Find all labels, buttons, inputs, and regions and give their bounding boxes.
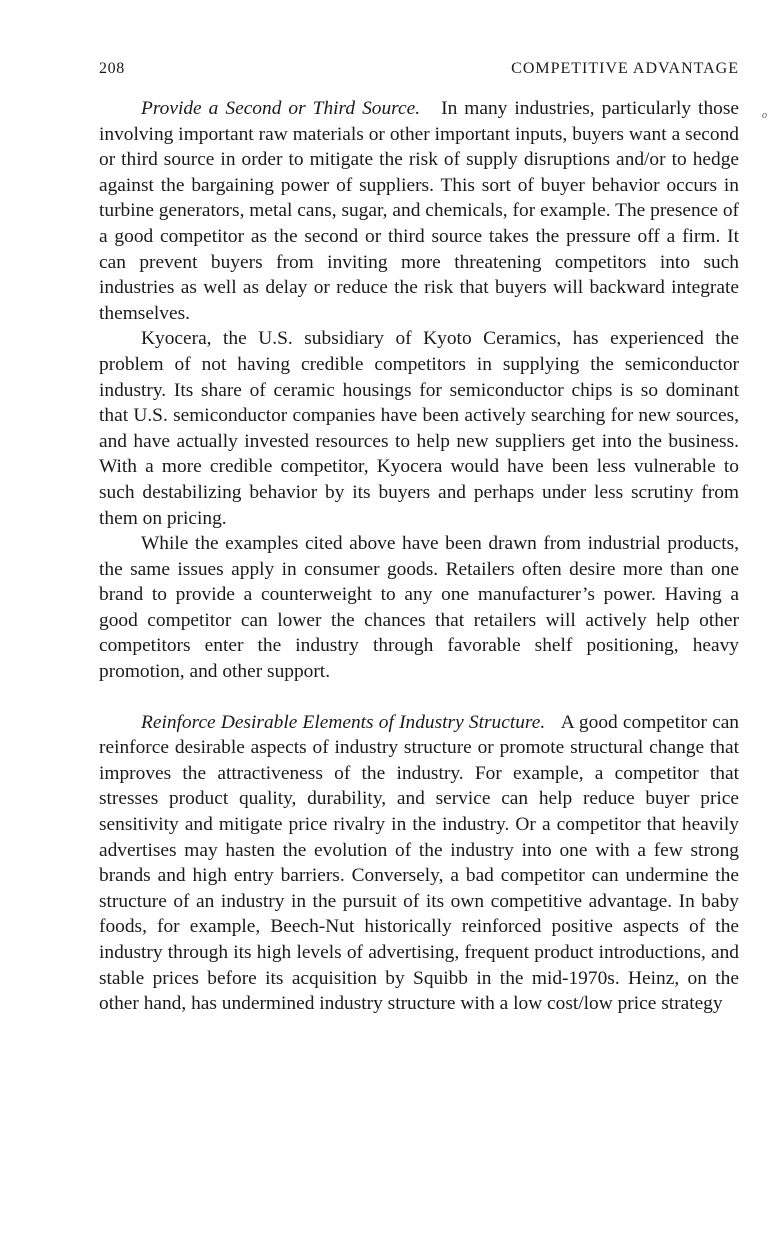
paragraph-text: While the examples cited above have been drawn from industrial products, the same issues apply in consumer goods. Retailers often desire more than one brand to provide a counterweight to any one manufacturer’s power. Having a good competitor can lower the chances that retailers will actively help other competitors enter the industry through favorable shelf positioning, heavy promotion, and other support. [99,533,739,683]
paragraph-text: Kyocera, the U.S. subsidiary of Kyoto Ceramics, has experienced the problem of not having credible competitors in supplying the semiconductor industry. Its share of ceramic housings for semiconductor chips is so dominant that U.S. semiconductor companies have been actively searching for new sources, and have actually invested resources to help new suppliers get into the business. With a more credible competitor, Kyocera would have been less vulnerable to such destabilizing behavior by its buyers and perhaps under less scrutiny from them on pricing. [99,328,739,529]
book-page [99,60,739,1017]
paragraph-text: In many industries, particularly those involving important raw materials or other important inputs, buyers want a second or third source in order to mitigate the risk of supply disruptions and/or to hedge against the bargaining power of suppliers. This sort of buyer behavior occurs in turbine generators, metal cans, sugar, and chemicals, for example. The presence of a good competitor as the second or third source takes the pressure off a firm. It can prevent buyers from inviting more threatening competitors into such industries as well as delay or reduce the risk that buyers will backward integrate themselves. [99,98,739,324]
paragraph-text: A good competitor can reinforce desirable aspects of industry structure or promote structural change that improves the attractiveness of the industry. For example, a competitor that stresses product quality, durability, and service can help reduce buyer price sensitivity and mitigate price rivalry in the industry. Or a competitor that heavily advertises may hasten the evolution of the industry into one with a few strong brands and high entry barriers. Conversely, a bad competitor can undermine the structure of an industry in the pursuit of its own competitive advantage. In baby foods, for example, Beech-Nut historically reinforced positive aspects of the industry through its high levels of advertising, frequent product introductions, and stable prices before its acquisition by Squibb in the mid-1970s. Heinz, on the other hand, has undermined industry structure with a low cost/low price strategy [99,711,740,1015]
margin-mark: o [762,110,767,121]
paragraph-kyocera [99,326,739,531]
page-number: 208 [99,60,125,77]
running-head [99,60,739,84]
paragraph-second-source [99,96,739,326]
run-in-heading-industry-structure: Reinforce Desirable Elements of Industry Structure. [141,711,546,733]
run-in-heading-second-source: Provide a Second or Third Source. [141,98,421,119]
paragraph-consumer-goods [99,531,739,685]
running-title: COMPETITIVE ADVANTAGE [511,60,739,77]
paragraph-industry-structure [99,710,739,1017]
